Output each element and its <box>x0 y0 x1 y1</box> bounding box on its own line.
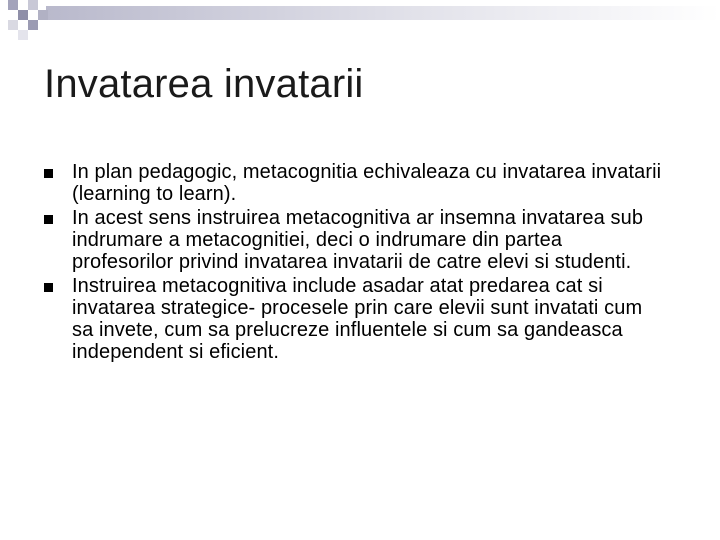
ornament-band <box>46 6 720 20</box>
bullet-text: In plan pedagogic, metacognitia echivaleaza cu invatarea invatarii (learning to learn). <box>72 161 662 205</box>
bullet-item <box>44 207 664 273</box>
square-bullet-icon <box>44 215 53 224</box>
bullet-list <box>44 161 664 365</box>
bullet-item <box>44 275 664 363</box>
bullet-text: In acest sens instruirea metacognitiva ar insemna invatarea sub indrumare a metacognitiei, deci o indrumare din partea profesorilor privind invatarea invatarii de catre elevi si studenti. <box>72 207 644 273</box>
ornament-square <box>28 20 38 30</box>
ornament-square <box>18 10 28 20</box>
bullet-item <box>44 161 664 205</box>
bullet-text: Instruirea metacognitiva include asadar atat predarea cat si invatarea strategice- procesele prin care elevii sunt invatati cum sa invete, cum sa prelucreze influentele si cum sa gandeasca independent si eficient. <box>72 275 643 363</box>
ornament-square <box>28 0 38 10</box>
ornament-square <box>18 30 28 40</box>
ornament-square <box>8 20 18 30</box>
ornament-square <box>38 10 48 20</box>
checkered-ornament <box>0 0 720 40</box>
ornament-square <box>8 0 18 10</box>
slide-title: Invatarea invatarii <box>44 62 364 106</box>
checkered-ornament-graphic <box>0 0 720 40</box>
square-bullet-icon <box>44 169 53 178</box>
square-bullet-icon <box>44 283 53 292</box>
